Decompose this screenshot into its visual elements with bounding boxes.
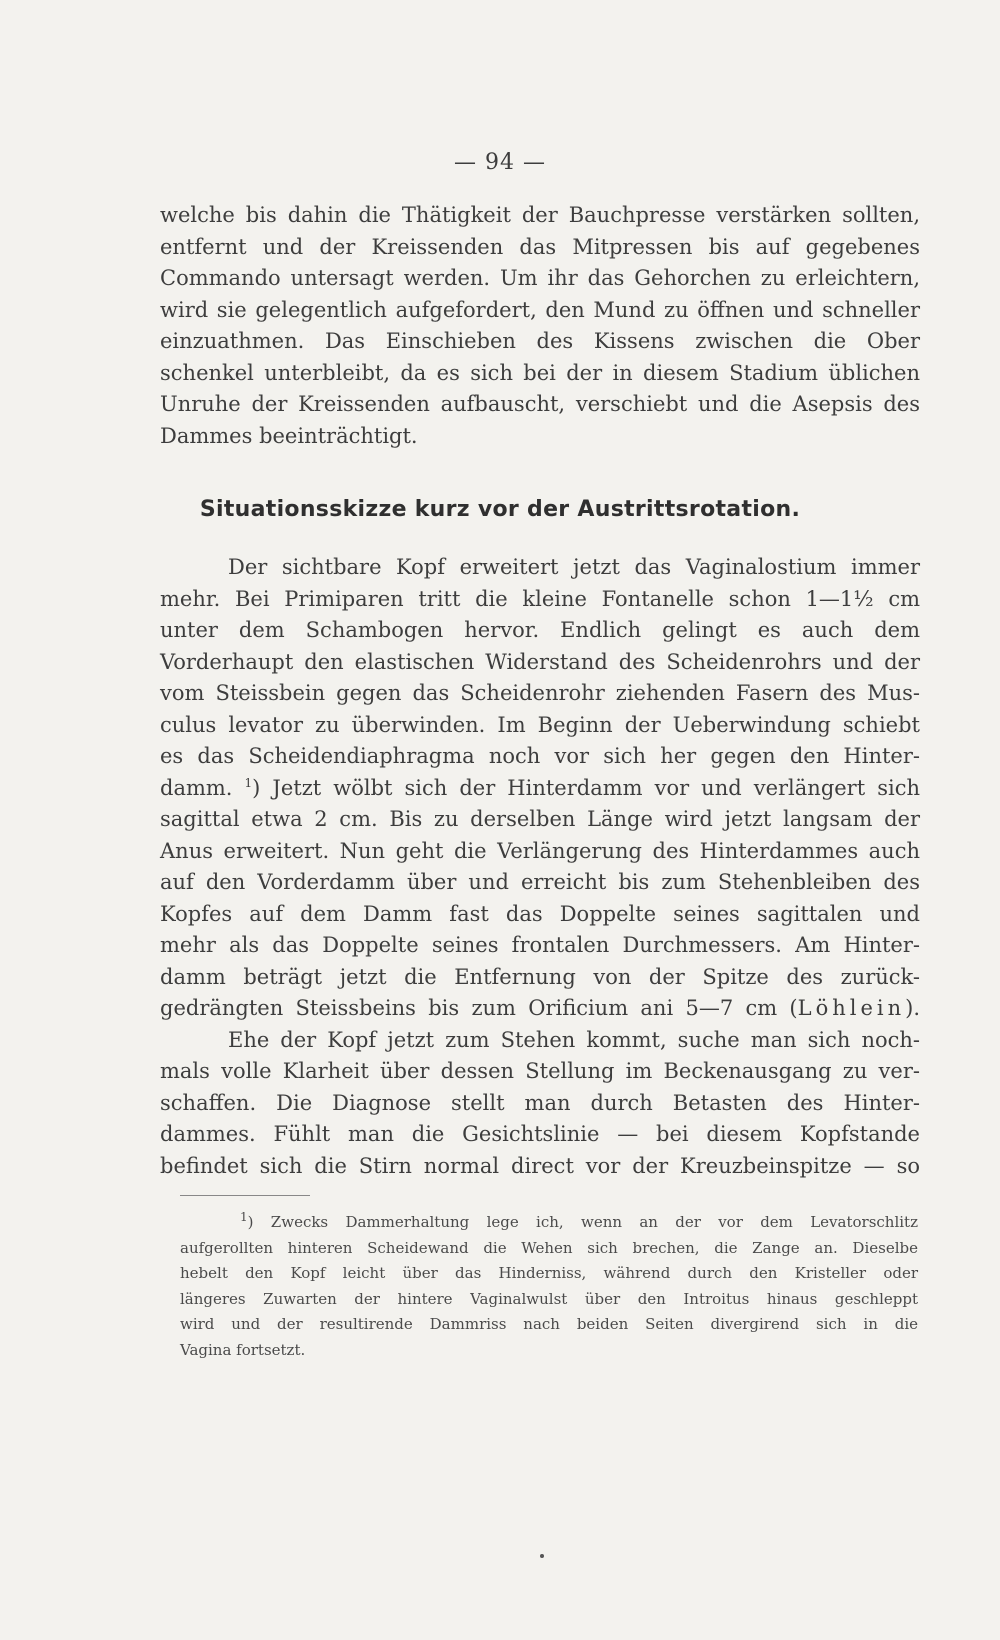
text-line: Commando untersagt werden. Um ihr das Gehorchen zu erleichtern, xyxy=(160,266,920,290)
footnote-line: hebelt den Kopf leicht über das Hinderniss, während durch den Kristeller oder xyxy=(180,1264,918,1282)
text-line: mehr. Bei Primiparen tritt die kleine Fontanelle schon 1—1½ cm xyxy=(160,586,920,611)
text-line: auf den Vorderdamm über und erreicht bis zum Stehenbleiben des xyxy=(160,870,920,894)
text-fragment: ) Jetzt wölbt sich der Hinterdamm vor und verlängert sich xyxy=(252,775,920,800)
footnote-divider xyxy=(180,1195,310,1196)
text-line: mals volle Klarheit über dessen Stellung im Beckenausgang zu ver- xyxy=(160,1059,920,1083)
footnote-line: wird und der resultirende Dammriss nach beiden Seiten divergirend sich in die xyxy=(180,1315,918,1333)
text-fragment: ). xyxy=(905,996,920,1020)
text-line: unter dem Schambogen hervor. Endlich gelingt es auch dem xyxy=(160,618,920,642)
page-number: — 94 — xyxy=(454,150,546,175)
footnote-line xyxy=(180,1210,918,1236)
footnote-line: Vagina fortsetzt. xyxy=(180,1340,306,1359)
paragraph-main xyxy=(160,552,920,1182)
text-fragment: gedrängten Steissbeins bis zum Orificium ani 5—7 cm ( xyxy=(160,996,798,1020)
text-fragment: ) Zwecks Dammerhaltung lege ich, wenn an der vor dem Levatorschlitz xyxy=(247,1213,918,1231)
text-line: befindet sich die Stirn normal direct vor der Kreuzbeinspitze — so xyxy=(160,1153,920,1178)
text-line: welche bis dahin die Thätigkeit der Bauchpresse verstärken sollten, xyxy=(160,203,920,227)
text-line: es das Scheidendiaphragma noch vor sich her gegen den Hinter- xyxy=(160,744,920,768)
footnote-reference: 1 xyxy=(244,775,253,790)
text-line xyxy=(160,993,920,1025)
text-line: Anus erweitert. Nun geht die Verlängerung des Hinterdammes auch xyxy=(160,838,920,863)
footnote-marker: 1 xyxy=(240,1210,248,1224)
footnote-line: längeres Zuwarten der hintere Vaginalwulst über den Introitus hinaus geschleppt xyxy=(180,1289,918,1308)
author-name: Löhlein xyxy=(797,996,906,1020)
text-line: Unruhe der Kreissenden aufbauscht, verschiebt und die Asepsis des xyxy=(160,392,920,416)
text-line: damm beträgt jetzt die Entfernung von der Spitze des zurück- xyxy=(160,964,920,989)
text-line: sagittal etwa 2 cm. Bis zu derselben Länge wird jetzt langsam der xyxy=(160,807,920,831)
text-line: entfernt und der Kreissenden das Mitpressen bis auf gegebenes xyxy=(160,234,920,259)
text-line: Kopfes auf dem Damm fast das Doppelte seines sagittalen und xyxy=(160,901,920,926)
text-line: schaffen. Die Diagnose stellt man durch Betasten des Hinter- xyxy=(160,1090,920,1115)
footnote-line: aufgerollten hinteren Scheidewand die Wehen sich brechen, die Zange an. Dieselbe xyxy=(180,1238,918,1257)
text-line: einzuathmen. Das Einschieben des Kissens zwischen die Ober xyxy=(160,329,920,353)
text-line: dammes. Fühlt man die Gesichtslinie — bei diesem Kopfstande xyxy=(160,1122,920,1146)
text-fragment: damm. xyxy=(160,775,233,800)
section-heading: Situationsskizze kurz vor der Austrittsrotation. xyxy=(199,497,801,522)
text-line: wird sie gelegentlich aufgefordert, den Mund zu öffnen und schneller xyxy=(160,297,920,322)
text-line: Dammes beeinträchtigt. xyxy=(160,423,418,448)
text-line: mehr als das Doppelte seines frontalen Durchmessers. Am Hinter- xyxy=(160,933,920,957)
text-line: culus levator zu überwinden. Im Beginn der Ueberwindung schiebt xyxy=(160,712,920,737)
text-line: Der sichtbare Kopf erweitert jetzt das Vaginalostium immer xyxy=(228,555,920,579)
text-line: schenkel unterbleibt, da es sich bei der in diesem Stadium üblichen xyxy=(160,360,920,385)
footnote xyxy=(180,1210,918,1363)
text-line: Ehe der Kopf jetzt zum Stehen kommt, suche man sich noch- xyxy=(228,1027,920,1052)
text-line: Vorderhaupt den elastischen Widerstand des Scheidenrohrs und der xyxy=(160,649,920,674)
text-line: vom Steissbein gegen das Scheidenrohr ziehenden Fasern des Mus- xyxy=(160,681,920,705)
text-line xyxy=(160,773,920,805)
paragraph-intro xyxy=(160,200,920,452)
ink-dot xyxy=(540,1554,544,1558)
